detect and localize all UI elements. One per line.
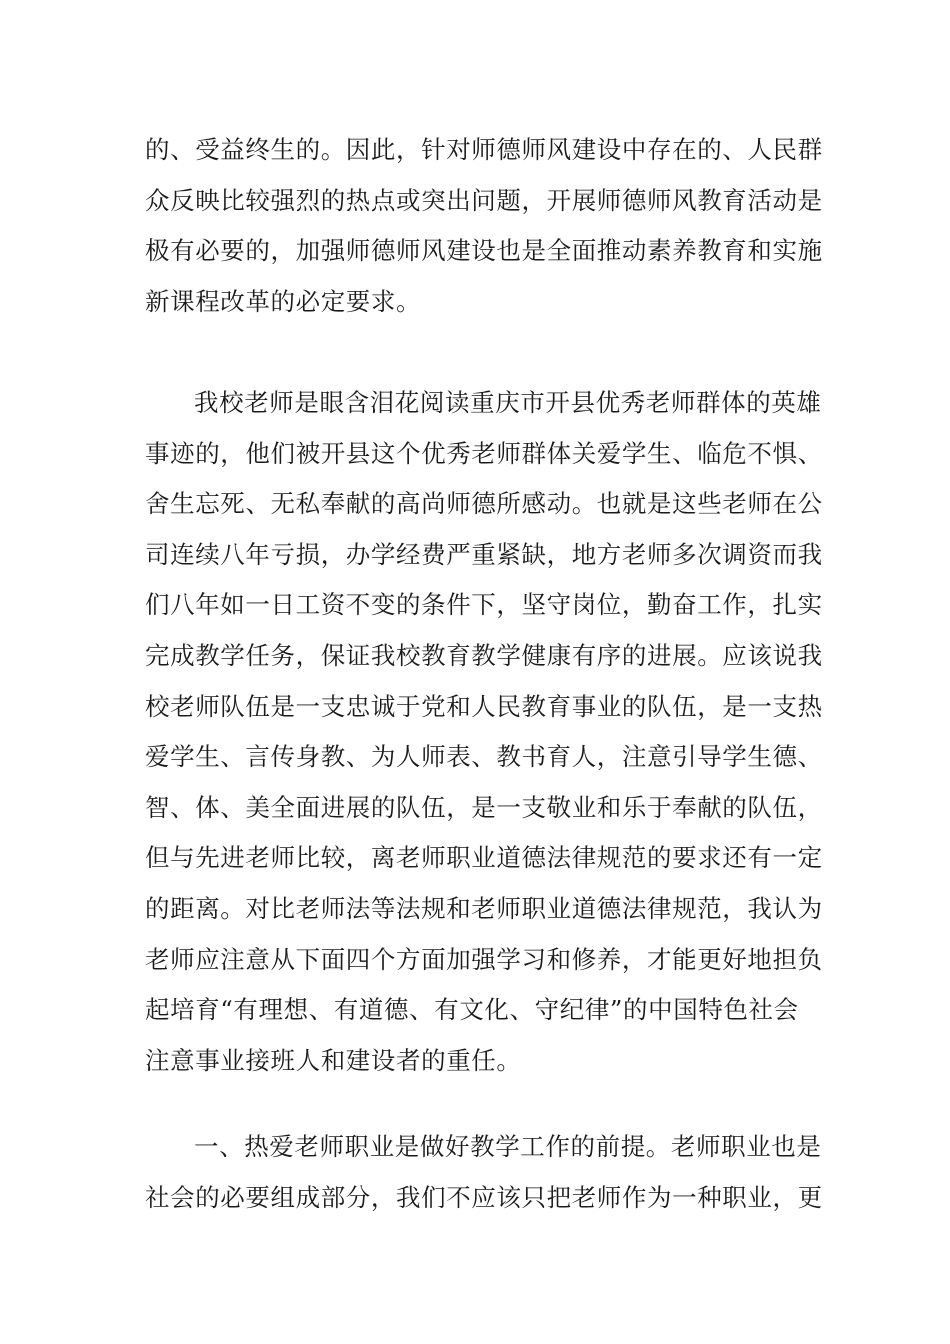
paragraph-line: 起培育“有理想、有道德、有文化、守纪律”的中国特色社会: [145, 995, 799, 1025]
paragraph-line: 的、受益终生的。因此，针对师德师风建设中存在的、人民群: [145, 135, 823, 164]
paragraph-line: 的距离。对比老师法等法规和老师职业道德法律规范，我认为: [145, 893, 823, 923]
paragraph-line: 注意事业接班人和建设者的重任。: [145, 1045, 522, 1075]
paragraph-line: 老师应注意从下面四个方面加强学习和修养，才能更好地担负: [145, 944, 823, 974]
paragraph-line: 新课程改革的必定要求。: [145, 286, 422, 316]
paragraph-line: 社会的必要组成部分，我们不应该只把老师作为一种职业，更: [145, 1182, 823, 1212]
paragraph-line: 完成教学任务，保证我校教育教学健康有序的进展。应该说我: [145, 640, 823, 670]
paragraph-line: 舍生忘死、无私奉献的高尚师德所感动。也就是这些老师在公: [145, 489, 823, 519]
paragraph-line: 事迹的，他们被开县这个优秀老师群体关爱学生、临危不惧、: [145, 438, 823, 468]
paragraph-1: [145, 125, 823, 327]
paragraph-line: 们八年如一日工资不变的条件下，坚守岗位，勤奋工作，扎实: [145, 590, 823, 620]
paragraph-line: 但与先进老师比较，离老师职业道德法律规范的要求还有一定: [145, 843, 823, 873]
paragraph-line: 众反映比较强烈的热点或突出问题，开展师德师风教育活动是: [145, 185, 823, 215]
paragraph-2: [145, 378, 823, 1086]
paragraph-line: 极有必要的，加强师德师风建设也是全面推动素养教育和实施: [145, 236, 823, 266]
paragraph-line: 智、体、美全面进展的队伍，是一支敬业和乐于奉献的队伍，: [145, 792, 823, 822]
paragraph-line: 司连续八年亏损，办学经费严重紧缺，地方老师多次调资而我: [145, 539, 823, 569]
paragraph-line: 爱学生、言传身教、为人师表、教书育人，注意引导学生德、: [145, 742, 823, 772]
paragraph-line: 我校老师是眼含泪花阅读重庆市开县优秀老师群体的英雄: [194, 388, 822, 417]
paragraph-line: 一、热爱老师职业是做好教学工作的前提。老师职业也是: [194, 1132, 822, 1161]
paragraph-line: 校老师队伍是一支忠诚于党和人民教育事业的队伍，是一支热: [145, 691, 823, 721]
paragraph-3: [145, 1122, 823, 1223]
